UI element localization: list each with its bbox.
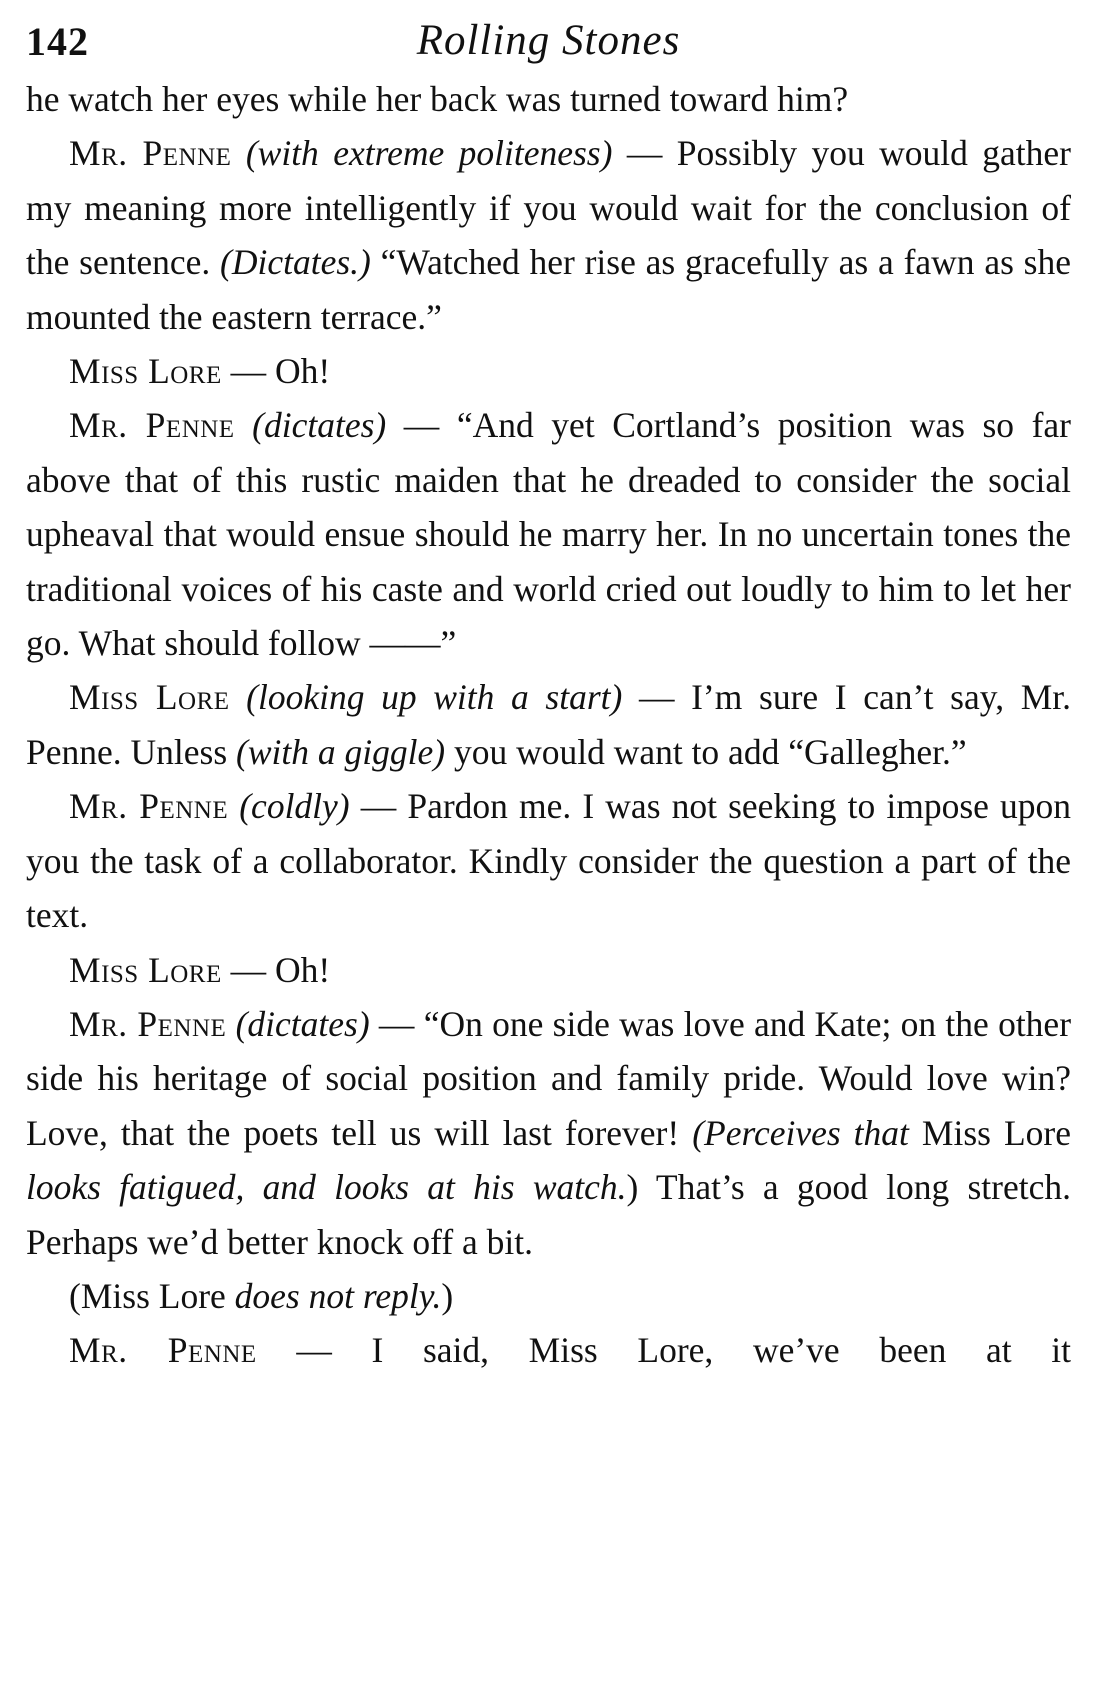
paragraph [26,344,1071,398]
speaker-name: Mr. Penne [69,133,232,174]
dialogue-text: — I said, Miss Lore, we’ve been at it [256,1330,1071,1371]
stage-direction: (dictates) [252,405,387,446]
dialogue-text: you would want to add “Gallegher.” [445,731,967,772]
speaker-name: Mr. Penne [69,1330,257,1371]
speaker-name: Mr. Penne [69,405,235,446]
paragraph [26,779,1071,942]
page-number: 142 [26,19,89,64]
paragraph [26,72,1071,126]
stage-direction: (with a giggle) [236,731,446,772]
stage-direction-close: ) [441,1275,454,1316]
speaker-name: Mr. Penne [69,1003,227,1044]
paragraph [26,997,1071,1269]
stage-direction: (coldly) [239,786,350,827]
paragraph [26,398,1071,670]
dialogue-text: — Oh! [221,351,331,392]
dialogue-text: — Oh! [221,949,331,990]
stage-direction: (Dictates.) [220,242,371,283]
dialogue-text: — Possibly you would gather my meaning more intelligently if you would wait for the conclusion of the sentence. [26,133,1071,283]
page-header [26,14,1071,72]
paragraph [26,126,1071,344]
stage-direction-open: ( [69,1275,81,1316]
stage-direction: looks fatigued, and looks at his watch. [26,1167,627,1208]
speaker-name: Miss Lore [69,677,230,718]
stage-direction: (looking up with a start) [246,677,623,718]
speaker-name: Mr. Penne [69,786,229,827]
paragraph-text: he watch her eyes while her back was turned toward him? [26,79,849,119]
stage-direction: (Perceives that [692,1112,922,1153]
stage-direction: (with extreme politeness) [245,133,613,174]
stage-direction-name: Miss Lore [80,1275,226,1316]
speaker-name: Miss Lore [69,949,222,990]
body-text [26,72,1071,1378]
speaker-name: Miss Lore [69,351,222,392]
dialogue-text: — I’m sure I can’t say, Mr. Penne. Unless [26,677,1072,772]
paragraph [26,1323,1071,1377]
dialogue-text: — Pardon me. I was not seeking to impose upon you the task of a collaborator. Kindly consider the question a part of the text. [26,786,1072,936]
dialogue-text: — “And yet Cortland’s position was so far above that of this rustic maiden that he dreaded to consider the social upheaval that would ensue should he marry her. In no uncertain tones the traditional voices of his caste and world cried out loudly to him to let her go. What should follow ——” [26,405,1071,664]
paragraph [26,670,1071,779]
dialogue-text: “Watched her rise as gracefully as a fawn as she mounted the eastern terrace.” [26,242,1071,337]
dialogue-text: That’s a good long stretch. Perhaps we’d better knock off a bit. [26,1167,1071,1262]
paragraph [26,1269,1071,1323]
stage-direction: does not reply. [225,1275,442,1316]
dialogue-text: — “On one side was love and Kate; on the other side his heritage of social position and family pride. Would love win? Love, that the poets tell us will last forever! [26,1003,1072,1153]
paragraph [26,943,1071,997]
stage-direction-name: Miss Lore [921,1112,1071,1153]
running-title: Rolling Stones [416,17,681,64]
stage-direction: (dictates) [235,1003,370,1044]
stage-direction-close: ) [626,1167,639,1208]
